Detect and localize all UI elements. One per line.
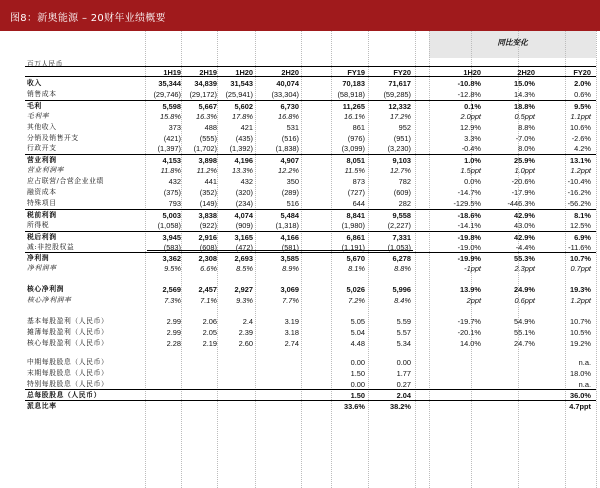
row-label: 行政开支 [27,144,57,153]
table-cell: 9,558 [392,210,411,220]
row-label: 核心每股盈利（人民币） [27,338,109,347]
table-cell: (1,191) [341,242,365,252]
row-label: 特殊项目 [27,198,57,207]
table-cell: 5,667 [198,101,217,111]
table-cell: 3.3% [464,133,481,143]
table-cell: 5,484 [280,210,299,220]
table-cell: 0.27 [396,379,411,389]
table-cell: 55.1% [514,327,535,337]
figure-title: 图8：新奥能源 – 20财年业绩概要 [10,13,166,24]
row-label: 摊薄每股盈利（人民币） [27,327,109,336]
table-cell: 2.04 [396,391,411,401]
table-cell: 8.5% [236,264,253,274]
table-cell: 2.74 [284,338,299,348]
row-label: 销售成本 [27,89,57,98]
table-cell: (320) [235,188,253,197]
table-cell: -2.6% [571,133,591,143]
table-cell: 0.6ppt [514,296,535,306]
table-cell: -19.9% [457,254,481,264]
table-cell: 7.7% [282,296,299,306]
table-cell: 3,585 [280,254,299,264]
column-header: 1H19 [163,68,181,77]
table-cell: (1,980) [341,220,365,230]
table-row [25,252,596,263]
row-label: 融资成本 [27,188,57,196]
table-cell: (516) [281,133,299,143]
table-row [25,78,596,89]
table-cell: -14.1% [457,220,481,230]
column-header: 1H20 [235,68,253,77]
table-cell: 55.3% [514,254,535,264]
table-cell: 9.5% [574,101,591,111]
table-cell: 1.2ppt [570,166,591,176]
table-cell: 3,898 [198,156,217,166]
table-cell: -11.6% [568,242,591,252]
table-cell: 16.8% [278,111,299,121]
table-cell: 5.59 [396,317,411,326]
table-cell: 4.7ppt [569,402,591,412]
row-label: 净利润率 [27,264,57,273]
table-cell: (976) [347,133,365,143]
row-label: 核心净利润 [27,285,64,294]
table-cell: 3.19 [284,317,299,326]
table-cell: (1,397) [157,144,181,154]
table-cell: 2.19 [202,338,217,348]
table-cell: 5.05 [350,317,365,326]
table-cell: 7.1% [200,296,217,306]
table-cell: 282 [398,198,411,208]
table-cell: 8,051 [346,156,365,166]
table-cell: 0.6% [574,89,591,99]
table-cell: 43.0% [514,220,535,230]
table-cell: -7.0% [515,133,535,143]
table-cell: 1.5ppt [460,166,481,176]
table-cell: 4.2% [574,144,591,154]
table-cell: 8.1% [574,210,591,220]
table-cell: 12.9% [460,122,481,132]
table-cell: 7.2% [348,296,365,306]
column-header: 1H20 [463,68,481,77]
table-row [25,231,596,242]
table-cell: 2.05 [202,327,217,337]
table-cell: 8.0% [518,144,535,154]
table-row [25,400,596,411]
table-cell: 10.7% [570,317,591,326]
table-cell: (608) [199,242,217,252]
table-cell: 14.0% [460,338,481,348]
table-cell: 4,074 [234,210,253,220]
table-cell: 2.60 [238,338,253,348]
table-row [25,100,596,111]
table-cell: -18.6% [457,210,481,220]
table-cell: (1,058) [157,220,181,230]
table-cell: 9.3% [236,296,253,306]
table-cell: -129.5% [453,198,481,208]
table-cell: 16.3% [196,111,217,121]
table-cell: 24.9% [514,285,535,295]
table-cell: 2.39 [238,327,253,337]
table-row [25,176,596,187]
table-cell: 2.28 [166,338,181,348]
table-cell: 4,153 [162,156,181,166]
column-header: FY20 [393,68,411,77]
row-label: 收入 [27,79,42,87]
table-cell: 8.9% [282,264,299,274]
table-cell: 5.57 [396,327,411,337]
table-cell: (29,746) [153,89,181,99]
table-cell: 9.5% [164,264,181,274]
table-row [25,209,596,220]
table-cell: 38.2% [390,402,411,412]
column-header: FY19 [347,68,365,77]
table-row [25,111,596,122]
table-cell: 2,308 [198,254,217,264]
unit-label: 百万人民币 [27,60,63,68]
table-cell: (421) [163,133,181,143]
table-cell: 6,730 [280,101,299,111]
net-profit-double-rule [147,250,413,253]
table-cell: 0.0% [464,177,481,187]
table-cell: (33,304) [271,89,299,99]
table-cell: 1.77 [396,368,411,378]
table-cell: 441 [204,177,217,187]
table-cell: 11.8% [160,166,181,176]
table-cell: 12.7% [390,166,411,176]
table-cell: 31,543 [230,79,253,88]
table-cell: 644 [352,198,365,208]
row-label: 总每股股息（人民币） [27,391,101,400]
table-cell: -4.4% [515,242,535,252]
table-cell: (909) [235,220,253,230]
table-cell: (1,838) [275,144,299,154]
table-cell: 373 [168,122,181,132]
table-cell: 488 [204,122,217,132]
table-cell: (3,230) [387,144,411,154]
table-cell: 4.48 [350,338,365,348]
table-cell: -0.4% [461,144,481,154]
table-cell: (149) [199,198,217,208]
table-cell: 861 [352,122,365,132]
table-cell: 13.3% [232,166,253,176]
table-row [25,165,596,176]
table-cell: (289) [281,188,299,197]
table-cell: 3,069 [280,285,299,295]
table-cell: 2ppt [466,296,481,306]
table-cell: 3,165 [234,232,253,242]
table-cell: 24.7% [514,338,535,348]
table-cell: 6.6% [200,264,217,274]
table-cell: 952 [398,122,411,132]
table-row [25,357,596,368]
row-label: 营业利润 [27,156,57,165]
table-cell: 12.2% [278,166,299,176]
table-cell: 2.3ppt [514,264,535,274]
table-cell: -10.4% [567,177,591,187]
table-cell: (1,318) [275,220,299,230]
table-row [25,327,596,338]
table-cell: (1,702) [193,144,217,154]
table-cell: (555) [199,133,217,143]
table-row [25,379,596,390]
row-label: 中期每股股息（人民币） [27,357,109,366]
table-cell: -16.2% [567,188,591,197]
table-cell: 36.0% [570,391,591,401]
table-cell: (581) [281,242,299,252]
table-cell: 5,602 [234,101,253,111]
table-row [25,295,596,306]
table-cell: 793 [168,198,181,208]
table-cell: 2.0ppt [460,111,481,121]
column-header: FY20 [573,68,591,77]
table-cell: -14.7% [457,188,481,197]
table-cell: -20.6% [511,177,535,187]
row-label: 特别每股股息（人民币） [27,379,109,388]
table-cell: 350 [286,177,299,187]
table-cell: 2,457 [198,285,217,295]
table-cell: (951) [393,133,411,143]
table-cell: 2,569 [162,285,181,295]
table-cell: 10.5% [570,327,591,337]
table-cell: 516 [286,198,299,208]
table-row [25,220,596,231]
table-cell: -17.9% [511,188,535,197]
table-cell: (2,227) [387,220,411,230]
table-cell: 19.3% [570,285,591,295]
table-cell: 17.2% [390,111,411,121]
table-cell: 782 [398,177,411,187]
table-cell: 2,693 [234,254,253,264]
table-row [25,89,596,100]
table-cell: 7.3% [164,296,181,306]
table-cell: 2,916 [198,232,217,242]
row-label: 核心净利润率 [27,296,72,305]
table-cell: (3,099) [341,144,365,154]
table-cell: 432 [168,177,181,187]
table-cell: 13.1% [570,156,591,166]
table-cell: 18.0% [570,368,591,378]
table-cell: 13.9% [460,285,481,295]
table-cell: 0.5ppt [514,111,535,121]
table-cell: 10.7% [570,254,591,264]
table-cell: 8,841 [346,210,365,220]
column-header: 2H20 [281,68,299,77]
table-cell: 0.00 [350,379,365,389]
table-cell: 1.50 [350,391,365,401]
table-cell: 8.8% [394,264,411,274]
table-cell: (435) [235,133,253,143]
table-cell: 2.99 [166,327,181,337]
table-cell: (1,392) [229,144,253,154]
table-cell: (609) [393,188,411,197]
table-cell: -19.0% [457,242,481,252]
table-cell: 1.0ppt [514,166,535,176]
table-cell: 8.1% [348,264,365,274]
table-cell: 54.9% [514,317,535,326]
table-cell: 1.2ppt [570,296,591,306]
row-label: 净利润 [27,254,50,263]
table-cell: (29,172) [189,89,217,99]
table-cell: 0.00 [396,357,411,367]
row-label: 税后利润 [27,232,57,241]
table-cell: 421 [240,122,253,132]
table-cell: 4,907 [280,156,299,166]
column-gridline [596,31,597,488]
table-cell: -19.8% [457,232,481,242]
title-banner [0,0,600,31]
table-cell: 5.34 [396,338,411,348]
table-cell: 3.18 [284,327,299,337]
table-cell: 1.1ppt [570,111,591,121]
table-cell: -1ppt [464,264,481,274]
table-cell: 8.8% [518,122,535,132]
table-cell: (727) [347,188,365,197]
table-row [25,338,596,349]
table-cell: 42.9% [514,232,535,242]
table-cell: 42.9% [514,210,535,220]
table-cell: 2.06 [202,317,217,326]
row-label: 毛利率 [27,111,50,120]
table-cell: -10.8% [457,79,481,88]
row-label: 分销及销售开支 [27,133,79,142]
table-cell: 2.4 [242,317,253,326]
table-row [25,316,596,327]
table-cell: 14.3% [514,89,535,99]
table-cell: (59,285) [383,89,411,99]
table-cell: 25.9% [514,156,535,166]
table-cell: n.a. [578,357,591,367]
earnings-summary-table [25,31,596,488]
table-cell: 15.0% [514,79,535,88]
row-label: 末期每股股息（人民币） [27,368,109,377]
table-cell: (25,941) [225,89,253,99]
table-cell: 6,861 [346,232,365,242]
table-cell: 6.9% [574,232,591,242]
table-cell: 5,003 [162,210,181,220]
table-cell: 1.0% [464,156,481,166]
row-label: 毛利 [27,101,42,110]
column-header-row [25,66,596,77]
table-cell: 5,670 [346,254,365,264]
table-row [25,389,596,400]
table-cell: (922) [199,220,217,230]
table-row [25,154,596,165]
table-cell: (375) [163,188,181,197]
table-cell: 3,362 [162,254,181,264]
table-cell: 35,344 [158,79,181,88]
table-cell: -20.1% [457,327,481,337]
table-cell: 7,331 [392,232,411,242]
table-cell: 11,265 [342,101,365,111]
table-cell: -56.2% [567,198,591,208]
column-header: 2H19 [199,68,217,77]
table-row [25,198,596,209]
table-row [25,284,596,295]
table-cell: 5,598 [162,101,181,111]
row-label: 应占联营/合营企业业绩 [27,177,104,186]
table-cell: 3,945 [162,232,181,242]
table-cell: 8.4% [394,296,411,306]
table-cell: 40,074 [276,79,299,88]
table-cell: 33.6% [344,402,365,412]
row-label: 其他收入 [27,122,57,131]
table-cell: -19.7% [457,317,481,326]
column-header: 2H20 [517,68,535,77]
row-label: 营业利润率 [27,166,64,175]
table-cell: 2,927 [234,285,253,295]
table-cell: 70,183 [342,79,365,88]
table-cell: 5.04 [350,327,365,337]
table-cell: 11.5% [344,166,365,176]
row-label: 减:非控股权益 [27,242,75,251]
table-cell: n.a. [578,379,591,389]
table-cell: 1.50 [350,368,365,378]
table-cell: 15.8% [160,111,181,121]
table-cell: -446.3% [507,198,535,208]
table-row [25,187,596,198]
table-row [25,133,596,144]
table-cell: (472) [235,242,253,252]
row-label: 所得税 [27,220,50,229]
table-cell: 0.7ppt [570,264,591,274]
table-cell: 5,026 [346,285,365,295]
table-cell: (234) [235,198,253,208]
table-cell: 71,617 [388,79,411,88]
table-row [25,143,596,154]
table-cell: 10.6% [570,122,591,132]
table-cell: (58,918) [337,89,365,99]
table-cell: 12,332 [388,101,411,111]
row-label: 基本每股盈利（人民币） [27,317,109,325]
table-row [25,368,596,379]
table-cell: 6,278 [392,254,411,264]
table-cell: 16.1% [344,111,365,121]
table-cell: 432 [240,177,253,187]
table-cell: (1,053) [387,242,411,252]
row-label: 派息比率 [27,402,57,411]
yoy-change-label: 同比变化 [497,38,528,47]
table-cell: 0.1% [464,101,481,111]
table-cell: 9,103 [392,156,411,166]
table-cell: 12.5% [570,220,591,230]
table-cell: 4,166 [280,232,299,242]
table-cell: 17.8% [232,111,253,121]
table-cell: 873 [352,177,365,187]
table-cell: 531 [286,122,299,132]
table-cell: 5,996 [392,285,411,295]
table-cell: 11.2% [196,166,217,176]
table-cell: (352) [199,188,217,197]
table-cell: 34,839 [194,79,217,88]
table-cell: 2.0% [574,79,591,88]
table-cell: 19.2% [570,338,591,348]
table-row [25,122,596,133]
table-cell: 3,838 [198,210,217,220]
table-cell: (583) [163,242,181,252]
table-cell: 4,196 [234,156,253,166]
row-label: 税前利润 [27,210,57,219]
table-cell: 18.8% [514,101,535,111]
table-cell: 0.00 [350,357,365,367]
table-cell: -12.8% [457,89,481,99]
table-row [25,263,596,274]
table-cell: 2.99 [166,317,181,326]
